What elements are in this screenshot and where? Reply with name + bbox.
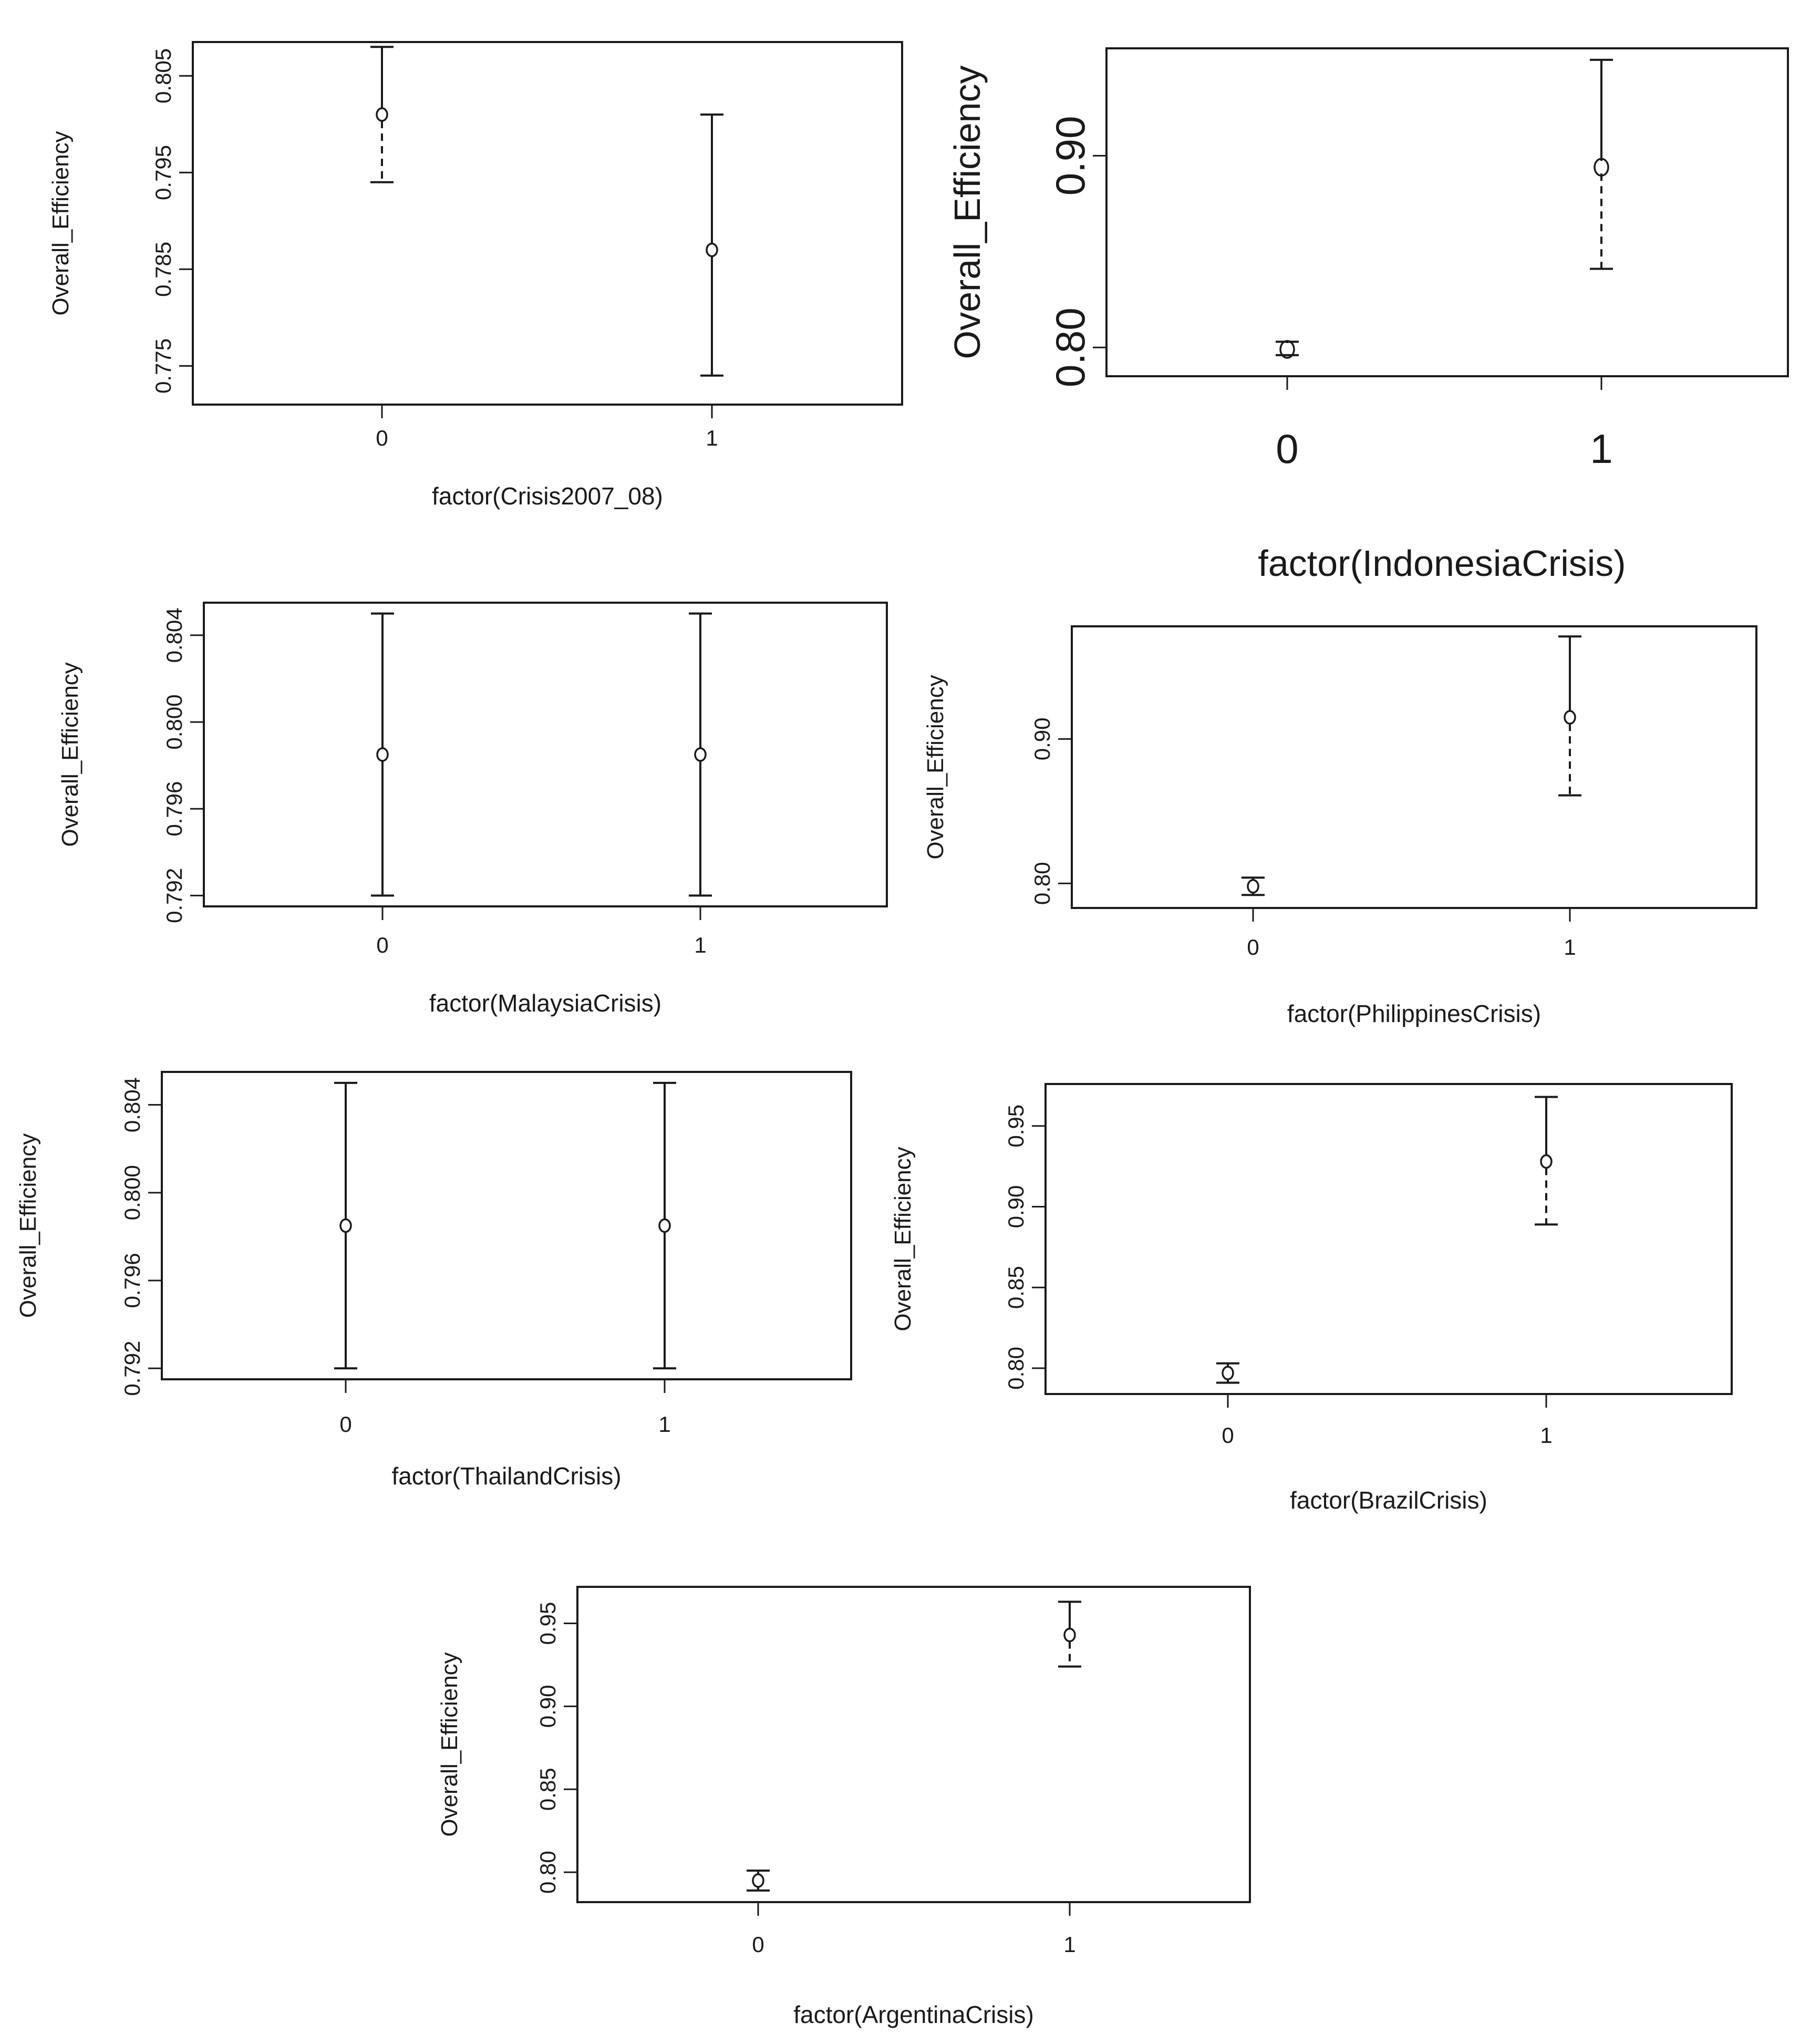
x-tick-label: 0: [376, 426, 388, 450]
y-axis-label: Overall_Efficiency: [890, 1147, 916, 1331]
plot-frame: [162, 1072, 851, 1379]
y-tick-label: 0.85: [1004, 1266, 1028, 1309]
y-tick-label: 0.792: [162, 868, 187, 923]
y-tick-label: 0.796: [162, 781, 187, 837]
y-tick-label: 0.95: [1004, 1104, 1028, 1148]
y-tick-label: 0.90: [535, 1685, 560, 1728]
y-tick-label: 0.95: [535, 1602, 560, 1645]
y-tick-label: 0.90: [1004, 1185, 1028, 1229]
mean-point: [377, 748, 388, 761]
y-axis-label: Overall_Efficiency: [437, 1652, 462, 1837]
y-tick-label: 0.80: [1047, 307, 1093, 388]
x-tick-label: 1: [1590, 426, 1613, 472]
y-axis-label: Overall_Efficiency: [57, 662, 83, 847]
y-axis-label: Overall_Efficiency: [923, 675, 948, 860]
mean-point: [377, 108, 387, 121]
x-axis-label: factor(ThailandCrisis): [391, 1462, 622, 1490]
x-tick-label: 1: [1063, 1932, 1076, 1957]
x-tick-label: 1: [706, 426, 718, 450]
x-tick-label: 1: [1540, 1423, 1553, 1448]
y-axis-label: Overall_Efficiency: [48, 131, 74, 316]
y-tick-label: 0.85: [535, 1768, 560, 1811]
mean-point: [1565, 711, 1575, 724]
chart-panel-7: [437, 1587, 1250, 2028]
x-axis-label: factor(PhilippinesCrisis): [1287, 1000, 1542, 1027]
mean-point: [659, 1220, 670, 1232]
y-tick-label: 0.800: [162, 694, 187, 750]
x-tick-label: 1: [1564, 935, 1576, 959]
y-tick-label: 0.800: [120, 1165, 144, 1221]
chart-panel-5: [15, 1072, 851, 1490]
x-axis-label: factor(Crisis2007_08): [432, 482, 663, 510]
y-tick-label: 0.80: [535, 1851, 560, 1894]
x-tick-label: 1: [694, 933, 707, 957]
plot-frame: [577, 1587, 1250, 1902]
x-tick-label: 0: [1276, 426, 1299, 472]
y-tick-label: 0.80: [1004, 1346, 1028, 1390]
y-axis-label: Overall_Efficiency: [15, 1133, 41, 1318]
plot-frame: [1072, 626, 1756, 908]
y-axis-label: Overall_Efficiency: [947, 65, 988, 359]
mean-point: [707, 244, 717, 256]
x-axis-label: factor(IndonesiaCrisis): [1258, 543, 1626, 584]
plot-frame: [1106, 48, 1788, 376]
plot-frame: [193, 42, 902, 405]
y-tick-label: 0.80: [1030, 862, 1054, 905]
x-tick-label: 0: [339, 1412, 352, 1437]
x-tick-label: 1: [658, 1412, 671, 1437]
chart-panel-3: [57, 603, 887, 1017]
mean-point: [1541, 1155, 1551, 1168]
x-tick-label: 0: [1222, 1423, 1234, 1448]
y-tick-label: 0.90: [1047, 116, 1093, 196]
x-tick-label: 0: [376, 933, 389, 957]
x-tick-label: 0: [752, 1932, 764, 1957]
mean-point: [1595, 159, 1608, 176]
mean-point: [753, 1874, 763, 1887]
chart-panel-6: [890, 1084, 1732, 1514]
mean-point: [695, 748, 706, 761]
y-tick-label: 0.90: [1030, 717, 1054, 761]
x-axis-label: factor(ArgentinaCrisis): [793, 2001, 1034, 2028]
chart-panel-1: [48, 42, 902, 510]
y-tick-label: 0.804: [162, 607, 187, 663]
mean-point: [1064, 1629, 1075, 1642]
x-tick-label: 0: [1247, 935, 1259, 959]
y-tick-label: 0.792: [120, 1340, 144, 1396]
plot-frame: [1046, 1084, 1732, 1394]
y-tick-label: 0.775: [151, 338, 175, 394]
chart-panel-4: [923, 626, 1756, 1027]
mean-point: [1248, 880, 1258, 893]
y-tick-label: 0.796: [120, 1253, 144, 1308]
y-tick-label: 0.805: [151, 48, 175, 104]
chart-panel-2: [947, 48, 1788, 584]
y-tick-label: 0.804: [120, 1077, 144, 1133]
y-tick-label: 0.795: [151, 144, 175, 200]
plot-frame: [204, 603, 887, 906]
x-axis-label: factor(BrazilCrisis): [1290, 1486, 1487, 1514]
mean-point: [340, 1220, 351, 1232]
y-tick-label: 0.785: [151, 241, 175, 297]
mean-point: [1223, 1367, 1233, 1379]
x-axis-label: factor(MalaysiaCrisis): [429, 989, 662, 1017]
